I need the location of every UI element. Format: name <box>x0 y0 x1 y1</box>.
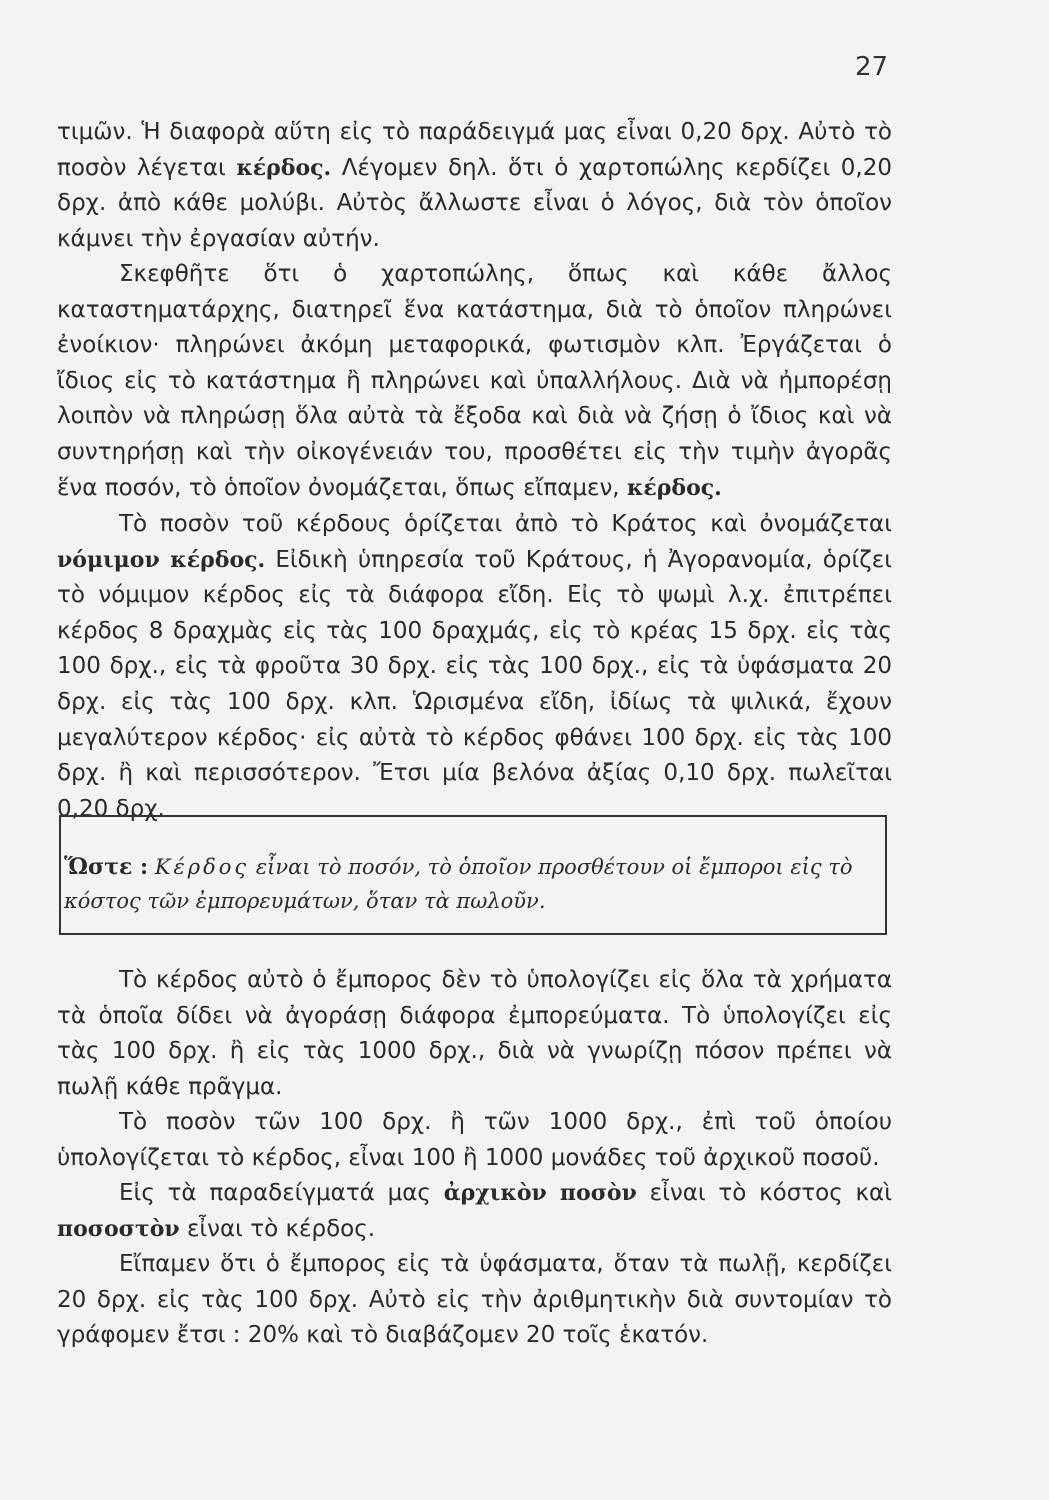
paragraph-2: Σκεφθῆτε ὅτι ὁ χαρτοπώλης, ὅπως καὶ κάθε ἄλλος καταστηματάρχης, διατηρεῖ ἕνα κατάστημα, διὰ τὸ ὁποῖον πληρώνει ἐνοίκιον· πληρώνει ἀκόμη μεταφορικά, φωτισμὸν κλπ. Ἐργάζεται ὁ ἴδιος εἰς τὸ κατάστημα ἢ πληρώνει καὶ ὑπαλλήλους. Διὰ νὰ ἠμπορέσῃ λοιπὸν νὰ πληρώσῃ ὅλα αὐτὰ τὰ ἔξοδα καὶ διὰ νὰ ζήσῃ ὁ ἴδιος καὶ νὰ συντηρήσῃ καὶ τὴν οἰκογένειάν του, προσθέτει εἰς τὴν τιμὴν ἀγορᾶς ἕνα ποσόν, τὸ ὁποῖον ὀνομάζεται, ὅπως εἴπαμεν, κέρδος. <box>57 261 892 501</box>
page-number: 27 <box>855 52 889 82</box>
paragraph-6: Εἰς τὰ παραδείγματά μας ἀρχικὸν ποσὸν εἶναι τὸ κόστος καὶ ποσοστὸν εἶναι τὸ κέρδος. <box>57 1180 892 1242</box>
term-arxikon-poson: ἀρχικὸν ποσὸν <box>443 1180 637 1206</box>
paragraph-1: τιμῶν. Ἡ διαφορὰ αὕτη εἰς τὸ παράδειγμά μας εἶναι 0,20 δρχ. Αὐτὸ τὸ ποσὸν λέγεται κέρδος. Λέγομεν δηλ. ὅτι ὁ χαρτοπώλης κερδίζει 0,20 δρχ. ἀπὸ κάθε μολύβι. Αὐτὸς ἄλλωστε εἶναι ὁ λόγος, διὰ τὸν ὁποῖον κάμνει τὴν ἐργασίαν αὐτήν. <box>57 119 892 252</box>
term-pososton: ποσοστὸν <box>57 1215 180 1242</box>
definition-lead: Ὥστε : <box>64 854 149 880</box>
definition-term: Κέρδος <box>154 855 250 879</box>
paragraph-4: Τὸ κέρδος αὐτὸ ὁ ἔμπορος δὲν τὸ ὑπολογίζει εἰς ὅλα τὰ χρήματα τὰ ὁποῖα δίδει νὰ ἀγοράσῃ διάφορα ἐμπορεύματα. Τὸ ὑπολογίζει εἰς τὰς 100 δρχ. ἢ εἰς τὰς 1000 δρχ., διὰ νὰ γνωρίζῃ πόσον πρέπει νὰ πωλῇ κάθε πρᾶγμα. <box>57 967 892 1100</box>
paragraph-3: Τὸ ποσὸν τοῦ κέρδους ὁρίζεται ἀπὸ τὸ Κράτος καὶ ὀνομάζεται νόμιμον κέρδος. Εἰδικὴ ὑπηρεσία τοῦ Κράτους, ἡ Ἀγορανομία, ὁρίζει τὸ νόμιμον κέρδος εἰς τὰ διάφορα εἴδη. Εἰς τὸ ψωμὶ λ.χ. ἐπιτρέπει κέρδος 8 δραχμὰς εἰς τὰς 100 δραχμάς, εἰς τὸ κρέας 15 δρχ. εἰς τὰς 100 δρχ., εἰς τὰ φροῦτα 30 δρχ. εἰς τὰς 100 δρχ., εἰς τὰ ὑφάσματα 20 δρχ. εἰς τὰς 100 δρχ. κλπ. Ὡρισμένα εἴδη, ἰδίως τὰ ψιλικά, ἔχουν μεγαλύτερον κέρδος· εἰς αὐτὰ τὸ κέρδος φθάνει 100 δρχ. εἰς τὰς 100 δρχ. ἢ καὶ περισσότερον. Ἔτσι μία βελόνα ἀξίας 0,10 δρχ. πωλεῖται 0,20 δρχ. <box>57 511 892 822</box>
term-kerdos: κέρδος. <box>626 474 722 501</box>
term-kerdos: κέρδος. <box>236 154 332 181</box>
term-nomimon-kerdos: νόμιμον κέρδος. <box>57 546 266 573</box>
definition-text: Ὥστε : Κέρδος εἶναι τὸ ποσόν, τὸ ὁποῖον προσθέτουν οἱ ἔμποροι εἰς τὸ κόστος τῶν ἐμπορευμάτων, ὅταν τὰ πωλοῦν. <box>64 854 853 913</box>
paragraph-5: Τὸ ποσὸν τῶν 100 δρχ. ἢ τῶν 1000 δρχ., ἐπὶ τοῦ ὁποίου ὑπολογίζεται τὸ κέρδος, εἶναι 100 ἢ 1000 μονάδες τοῦ ἀρχικοῦ ποσοῦ. <box>57 1109 892 1171</box>
paragraph-7: Εἴπαμεν ὅτι ὁ ἔμπορος εἰς τὰ ὑφάσματα, ὅταν τὰ πωλῇ, κερδίζει 20 δρχ. εἰς τὰς 100 δρχ. Αὐτὸ εἰς τὴν ἀριθμητικὴν διὰ συντομίαν τὸ γράφομεν ἔτσι : 20% καὶ τὸ διαβάζομεν 20 τοῖς ἑκατόν. <box>57 1251 892 1349</box>
